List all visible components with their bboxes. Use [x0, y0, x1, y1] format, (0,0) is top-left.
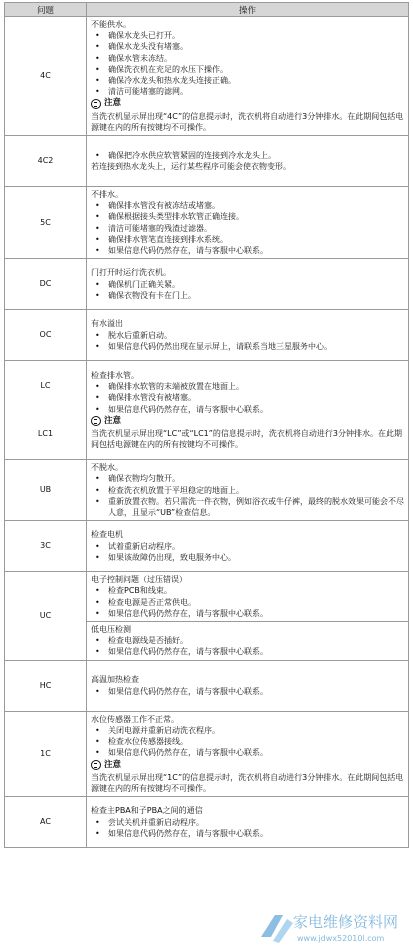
bullet-item: • 确保排水管没有被冻结或堵塞。 — [91, 200, 404, 211]
bullet-item: • 检查水位传感器接线。 — [91, 736, 404, 747]
table-row — [5, 136, 409, 187]
description-text: 低电压检测 — [91, 624, 404, 635]
error-code-label: UC — [40, 611, 51, 620]
note-icon — [91, 760, 101, 770]
wrench-icon — [261, 915, 293, 943]
error-code — [5, 711, 87, 796]
description-text: 不排水。 — [91, 189, 404, 200]
bullet-item: • 确保机门正确关紧。 — [91, 279, 404, 290]
note-heading — [91, 760, 404, 771]
error-code — [5, 136, 87, 187]
watermark-logo — [257, 907, 409, 947]
operation-cell — [87, 711, 409, 796]
note-icon — [91, 99, 101, 109]
description-text: 高温加热检查 — [91, 674, 404, 685]
description-text: 电子控制问题（过压错误） — [91, 574, 404, 585]
table-row — [5, 521, 409, 572]
description-text: 有水溢出 — [91, 318, 404, 329]
description-text: 门打开时运行洗衣机。 — [91, 267, 404, 278]
note-label: 注意 — [104, 760, 121, 771]
bullet-item: • 如果信息代码仍然存在，请与客服中心联系。 — [91, 828, 404, 839]
description-text: 当洗衣机显示屏出现“1C”的信息提示时，洗衣机将自动进行3分钟排水。在此期间包括电源键在内的所有按键均不可操作。 — [91, 772, 404, 794]
bullet-item: • 如果信息代码仍然存在，请与客服中心联系。 — [91, 686, 404, 697]
error-code — [5, 187, 87, 259]
description-text: 当洗衣机显示屏出现“4C”的信息提示时，洗衣机将自动进行3分钟排水。在此期间包括电源键在内的所有按键均不可操作。 — [91, 111, 404, 133]
bullet-item: • 关闭电源并重新启动洗衣程序。 — [91, 725, 404, 736]
error-code-label: 4C2 — [38, 156, 54, 165]
bullet-item: • 如果信息代码仍然存在，请与客服中心联系。 — [91, 646, 404, 657]
operation-cell — [87, 521, 409, 572]
description-text: 检查排水管。 — [91, 370, 404, 381]
bullet-item: • 如果信息代码仍然存在，请与客服中心联系。 — [91, 245, 404, 256]
bullet-item: • 确保排水管没有被堵塞。 — [91, 392, 404, 403]
table-row — [5, 310, 409, 361]
bullet-item: • 如果信息代码仍然存在，请与客服中心联系。 — [91, 404, 404, 415]
note-heading — [91, 416, 404, 427]
description-text: 不能供水。 — [91, 19, 404, 30]
error-code — [5, 521, 87, 572]
bullet-item: • 清洁可能堵塞的滤网。 — [91, 86, 404, 97]
error-code — [5, 361, 87, 460]
error-code — [5, 259, 87, 310]
bullet-item: • 确保排水软管的末端被放置在地面上。 — [91, 381, 404, 392]
table-row — [5, 797, 409, 848]
description-text: 当洗衣机显示屏出现“LC”或“LC1”的信息提示时，洗衣机将自动进行3分钟排水。在此期间包括电源键在内的所有按键均不可操作。 — [91, 428, 404, 450]
operation-cell — [87, 572, 409, 622]
operation-cell — [87, 187, 409, 259]
bullet-item: • 确保水龙头没有堵塞。 — [91, 41, 404, 52]
error-code — [5, 310, 87, 361]
table-row — [5, 660, 409, 711]
error-code — [5, 17, 87, 136]
error-code-label: OC — [40, 330, 52, 339]
error-code-table — [4, 2, 409, 848]
bullet-item: • 如果信息代码仍然存在，请与客服中心联系。 — [91, 747, 404, 758]
bullet-item: • 如果信息代码仍然出现在显示屏上，请联系当地三星服务中心。 — [91, 341, 404, 352]
bullet-item: • 确保冷水龙头和热水龙头连接正确。 — [91, 75, 404, 86]
operation-cell — [87, 310, 409, 361]
bullet-item: • 确保洗衣机在充足的水压下操作。 — [91, 64, 404, 75]
bullet-item: • 脱水后重新启动。 — [91, 330, 404, 341]
header-problem: 问题 — [5, 3, 87, 17]
bullet-item: • 重新放置衣物。若只需洗一件衣物，例如浴衣或牛仔裤，最终的脱水效果可能会不尽人意，且显示“UB”检查信息。 — [91, 496, 404, 518]
error-code-label: DC — [40, 279, 52, 288]
description-text: 检查电机 — [91, 529, 404, 540]
operation-cell — [87, 622, 409, 661]
error-code — [5, 572, 87, 660]
error-code — [5, 460, 87, 521]
bullet-item: • 确保衣物均匀散开。 — [91, 473, 404, 484]
note-label: 注意 — [104, 416, 121, 427]
bullet-item: • 如果该故障仍出现，致电服务中心。 — [91, 552, 404, 563]
operation-cell — [87, 361, 409, 460]
operation-cell — [87, 797, 409, 848]
error-code-label: 3C — [40, 541, 51, 550]
bullet-item: • 检查PCB和线束。 — [91, 585, 404, 596]
bullet-item: • 试着重新启动程序。 — [91, 541, 404, 552]
error-code-label: 1C — [40, 749, 51, 758]
bullet-item: • 确保排水管笔直连接到排水系统。 — [91, 234, 404, 245]
table-row — [5, 17, 409, 136]
error-code — [5, 797, 87, 848]
bullet-item: • 清洁可能堵塞的残渣过滤器。 — [91, 223, 404, 234]
error-code — [5, 660, 87, 711]
operation-cell — [87, 136, 409, 187]
operation-cell — [87, 460, 409, 521]
error-code-label: 5C — [40, 218, 51, 227]
table-row — [5, 259, 409, 310]
bullet-item: • 确保把冷水供应软管紧固的连接到冷水龙头上。 — [91, 150, 404, 161]
error-code-label: AC — [40, 817, 51, 826]
table-row — [5, 187, 409, 259]
note-icon — [91, 416, 101, 426]
note-label: 注意 — [104, 98, 121, 109]
bullet-item: • 检查电源线是否插好。 — [91, 635, 404, 646]
error-code-label: 4C — [40, 71, 51, 80]
table-row — [5, 460, 409, 521]
error-code-label: HC — [40, 681, 52, 690]
table-header-row — [5, 3, 409, 17]
bullet-item: • 确保水管未冻结。 — [91, 53, 404, 64]
operation-cell — [87, 17, 409, 136]
header-operation: 操作 — [87, 3, 409, 17]
bullet-item: • 检查洗衣机放置于平坦稳定的地面上。 — [91, 485, 404, 496]
description-text: 检查主PBA和子PBA之间的通信 — [91, 805, 404, 816]
description-text: 若连接到热水龙头上，运行某些程序可能会使衣物变形。 — [91, 161, 404, 172]
table-row — [5, 572, 409, 622]
operation-cell — [87, 660, 409, 711]
bullet-item: • 确保根据接头类型排水软管正确连接。 — [91, 211, 404, 222]
error-code-label: UB — [40, 485, 51, 494]
bullet-item: • 确保水龙头已打开。 — [91, 30, 404, 41]
bullet-item: • 尝试关机并重新启动程序。 — [91, 817, 404, 828]
table-row — [5, 361, 409, 460]
table-row — [5, 711, 409, 796]
operation-cell — [87, 259, 409, 310]
watermark-title: 家电维修资料网 — [293, 913, 398, 931]
description-text: 水位传感器工作不正常。 — [91, 714, 404, 725]
bullet-item: • 如果信息代码仍然存在，请与客服中心联系。 — [91, 608, 404, 619]
bullet-item: • 确保衣物没有卡在门上。 — [91, 290, 404, 301]
description-text: 不脱水。 — [91, 462, 404, 473]
bullet-item: • 检查电源是否正常供电。 — [91, 597, 404, 608]
watermark-url: www.jdwx52010l.com — [297, 934, 385, 943]
note-heading — [91, 98, 404, 109]
error-code-label: LC LC1 — [38, 381, 53, 438]
